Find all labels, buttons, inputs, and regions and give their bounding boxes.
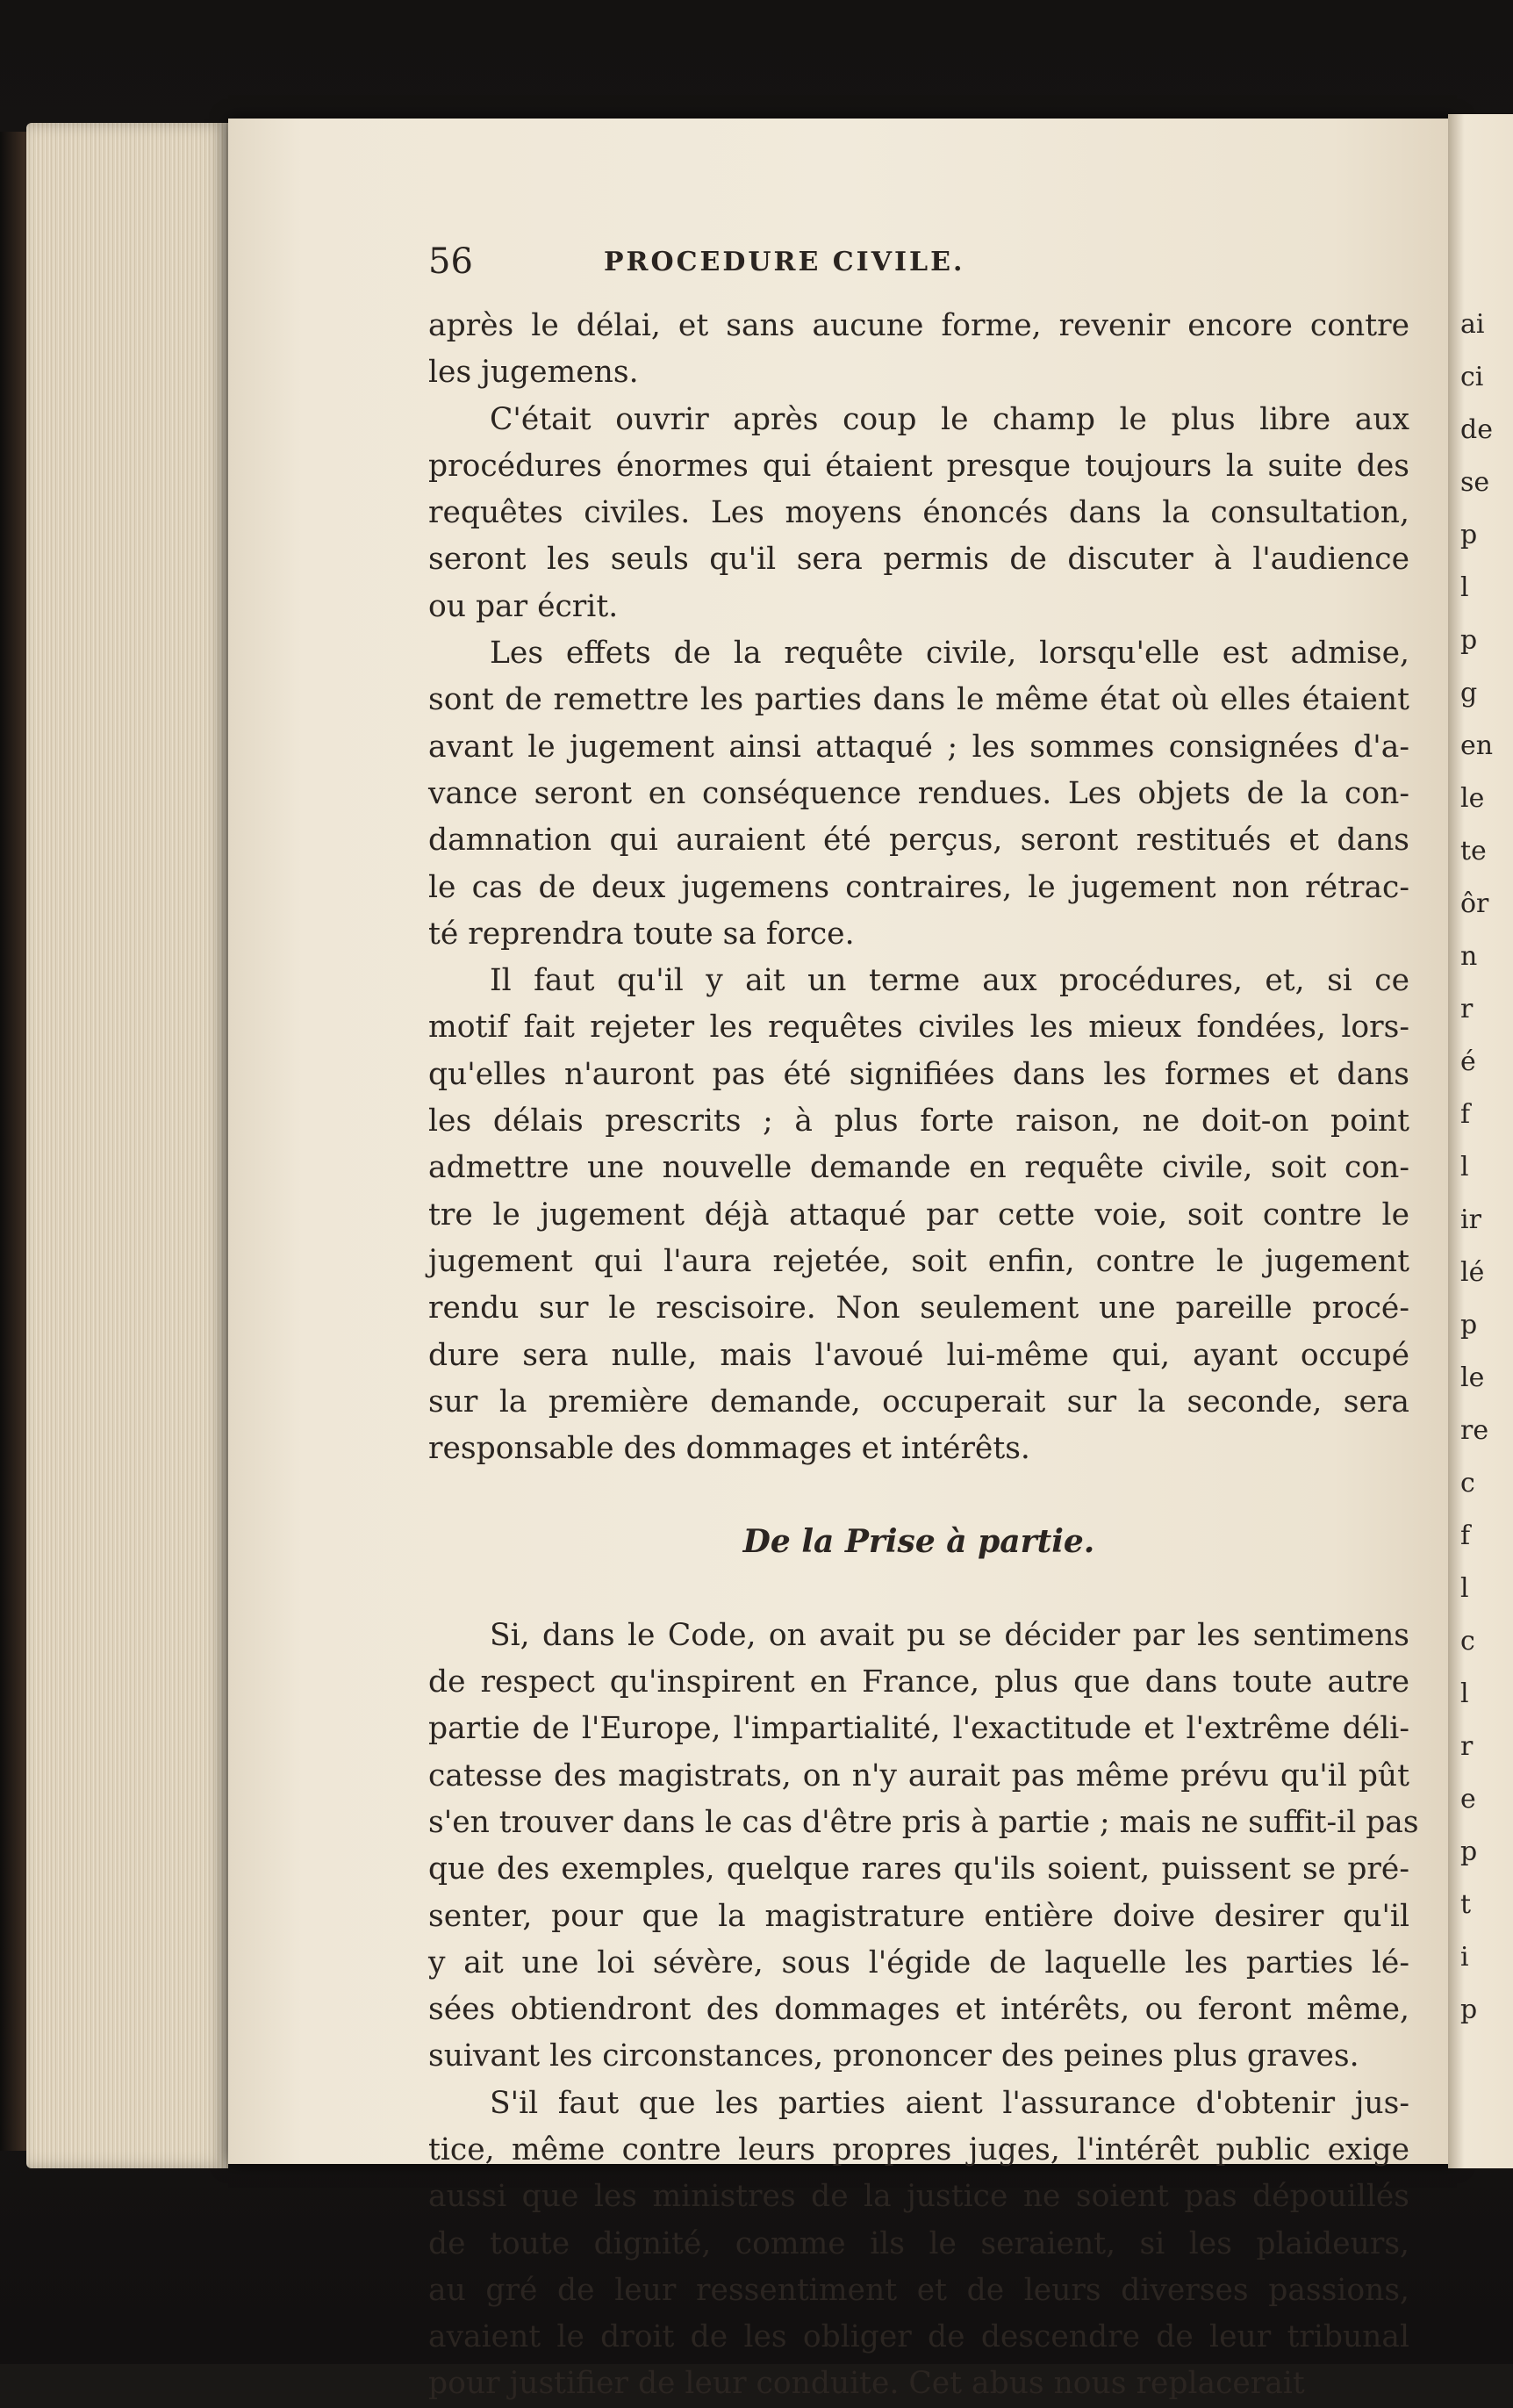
text-line: vance seront en conséquence rendues. Les objets de la con- — [428, 775, 1409, 811]
facing-page-fragment: en — [1460, 730, 1494, 761]
facing-page-fragment: l — [1460, 1573, 1469, 1604]
text-line: pour justifier de leur conduite. Cet abus nous replacerait — [428, 2366, 1305, 2402]
facing-page-fragment: n — [1460, 941, 1478, 972]
text-line: té reprendra toute sa force. — [428, 916, 855, 952]
facing-page-fragment: se — [1460, 467, 1490, 498]
facing-page-fragment: t — [1460, 1889, 1472, 1920]
text-line: dure sera nulle, mais l'avoué lui-même qui, ayant occupé — [428, 1337, 1409, 1373]
facing-page-fragment: r — [1460, 1731, 1474, 1762]
facing-page-fragment: p — [1460, 520, 1478, 550]
text-line: seront les seuls qu'il sera permis de discuter à l'audience — [428, 542, 1409, 578]
facing-page-fragment: le — [1460, 1362, 1485, 1393]
text-line: que des exemples, quelque rares qu'ils soient, puissent se pré- — [428, 1851, 1409, 1887]
facing-page-edge — [1448, 114, 1513, 2168]
facing-page-fragment: i — [1460, 1942, 1469, 1973]
facing-page-fragment: e — [1460, 1784, 1476, 1815]
text-line: procédures énormes qui étaient presque toujours la suite des — [428, 448, 1409, 484]
text-line: qu'elles n'auront pas été signifiées dans les formes et dans — [428, 1056, 1409, 1092]
section-title: De la Prise à partie. — [742, 1523, 1095, 1561]
text-line: de toute dignité, comme ils le seraient, si les plaideurs, — [428, 2225, 1409, 2261]
text-line: catesse des magistrats, on n'y aurait pas même prévu qu'il pût — [428, 1757, 1409, 1793]
text-line: partie de l'Europe, l'impartialité, l'exactitude et l'extrême déli- — [428, 1711, 1409, 1747]
facing-page-fragment: p — [1460, 1837, 1478, 1867]
page-body — [428, 303, 1419, 2408]
text-line: suivant les circonstances, prononcer des peines plus graves. — [428, 2038, 1359, 2074]
facing-page-fragment: le — [1460, 783, 1485, 814]
facing-page-fragment: ôr — [1460, 888, 1489, 919]
text-line: de respect qu'inspirent en France, plus que dans toute autre — [428, 1664, 1409, 1700]
facing-page-fragment: ir — [1460, 1204, 1481, 1235]
text-line: après le délai, et sans aucune forme, revenir encore contre — [428, 308, 1409, 343]
facing-page-fragment: c — [1460, 1468, 1475, 1499]
text-line: Il faut qu'il y ait un terme aux procédures, et, si ce — [490, 963, 1409, 999]
text-line: tre le jugement déjà attaqué par cette voie, soit contre le — [428, 1197, 1409, 1233]
text-line: rendu sur le rescisoire. Non seulement une pareille procé- — [428, 1290, 1409, 1326]
text-line: C'était ouvrir après coup le champ le plus libre aux — [490, 401, 1409, 437]
text-line: sur la première demande, occuperait sur la seconde, sera — [428, 1384, 1409, 1420]
facing-page-fragment: de — [1460, 414, 1493, 445]
page-header — [428, 241, 1481, 285]
text-line: aussi que les ministres de la justice ne soient pas dépouillés — [428, 2179, 1409, 2215]
facing-page-fragment: l — [1460, 572, 1469, 603]
text-line: admettre une nouvelle demande en requête civile, soit con- — [428, 1150, 1409, 1186]
text-line: sées obtiendront des dommages et intérêts, ou feront même, — [428, 1992, 1409, 2028]
facing-page-fragment: p — [1460, 625, 1478, 656]
text-line: S'il faut que les parties aient l'assurance d'obtenir jus- — [490, 2085, 1409, 2121]
text-line: Les effets de la requête civile, lorsqu'elle est admise, — [490, 636, 1409, 672]
text-line: motif fait rejeter les requêtes civiles les mieux fondées, lors- — [428, 1010, 1409, 1046]
facing-page-fragment: ai — [1460, 309, 1485, 340]
text-line: avaient le droit de les obliger de descendre de leur tribunal — [428, 2319, 1409, 2355]
facing-page-fragment: f — [1460, 1520, 1471, 1551]
text-line: sont de remettre les parties dans le même état où elles étaient — [428, 682, 1409, 718]
text-line: au gré de leur ressentiment et de leurs diverses passions, — [428, 2272, 1409, 2308]
facing-page-fragment: lé — [1460, 1257, 1485, 1288]
text-line: les jugemens. — [428, 355, 639, 391]
facing-page-fragment: r — [1460, 994, 1474, 1024]
text-line: y ait une loi sévère, sous l'égide de laquelle les parties lé- — [428, 1944, 1409, 1980]
text-line: s'en trouver dans le cas d'être pris à partie ; mais ne suffit-il pas — [428, 1804, 1419, 1840]
facing-page-fragment: g — [1460, 678, 1478, 708]
text-line: jugement qui l'aura rejetée, soit enfin, contre le jugement — [428, 1243, 1409, 1279]
text-line: le cas de deux jugemens contraires, le jugement non rétrac- — [428, 869, 1409, 905]
facing-page-fragment: l — [1460, 1152, 1469, 1182]
facing-page-fragment: te — [1460, 836, 1487, 866]
text-line: tice, même contre leurs propres juges, l'intérêt public exige — [428, 2131, 1409, 2167]
text-line: ou par écrit. — [428, 588, 619, 624]
facing-page-fragment: re — [1460, 1415, 1489, 1446]
facing-page-fragment: l — [1460, 1678, 1469, 1709]
text-line: senter, pour que la magistrature entière doive desirer qu'il — [428, 1898, 1409, 1934]
text-line: avant le jugement ainsi attaqué ; les sommes consignées d'a- — [428, 729, 1409, 765]
text-line: responsable des dommages et intérêts. — [428, 1431, 1030, 1467]
text-line: les délais prescrits ; à plus forte raison, ne doit-on point — [428, 1103, 1409, 1139]
facing-page-fragment: f — [1460, 1099, 1471, 1130]
text-line: damnation qui auraient été perçus, seront restitués et dans — [428, 823, 1409, 859]
page-number: 56 — [428, 241, 473, 282]
facing-page-fragment: é — [1460, 1046, 1476, 1077]
page-stack-edge — [26, 123, 228, 2168]
facing-page-fragment: ci — [1460, 362, 1484, 392]
running-title: PROCEDURE CIVILE. — [604, 247, 965, 277]
facing-page-fragment: c — [1460, 1626, 1475, 1657]
text-line: requêtes civiles. Les moyens énoncés dans la consultation, — [428, 495, 1409, 531]
facing-page-fragment: p — [1460, 1995, 1478, 2025]
facing-page-fragment: p — [1460, 1310, 1478, 1341]
text-line: Si, dans le Code, on avait pu se décider par les sentimens — [490, 1617, 1409, 1653]
